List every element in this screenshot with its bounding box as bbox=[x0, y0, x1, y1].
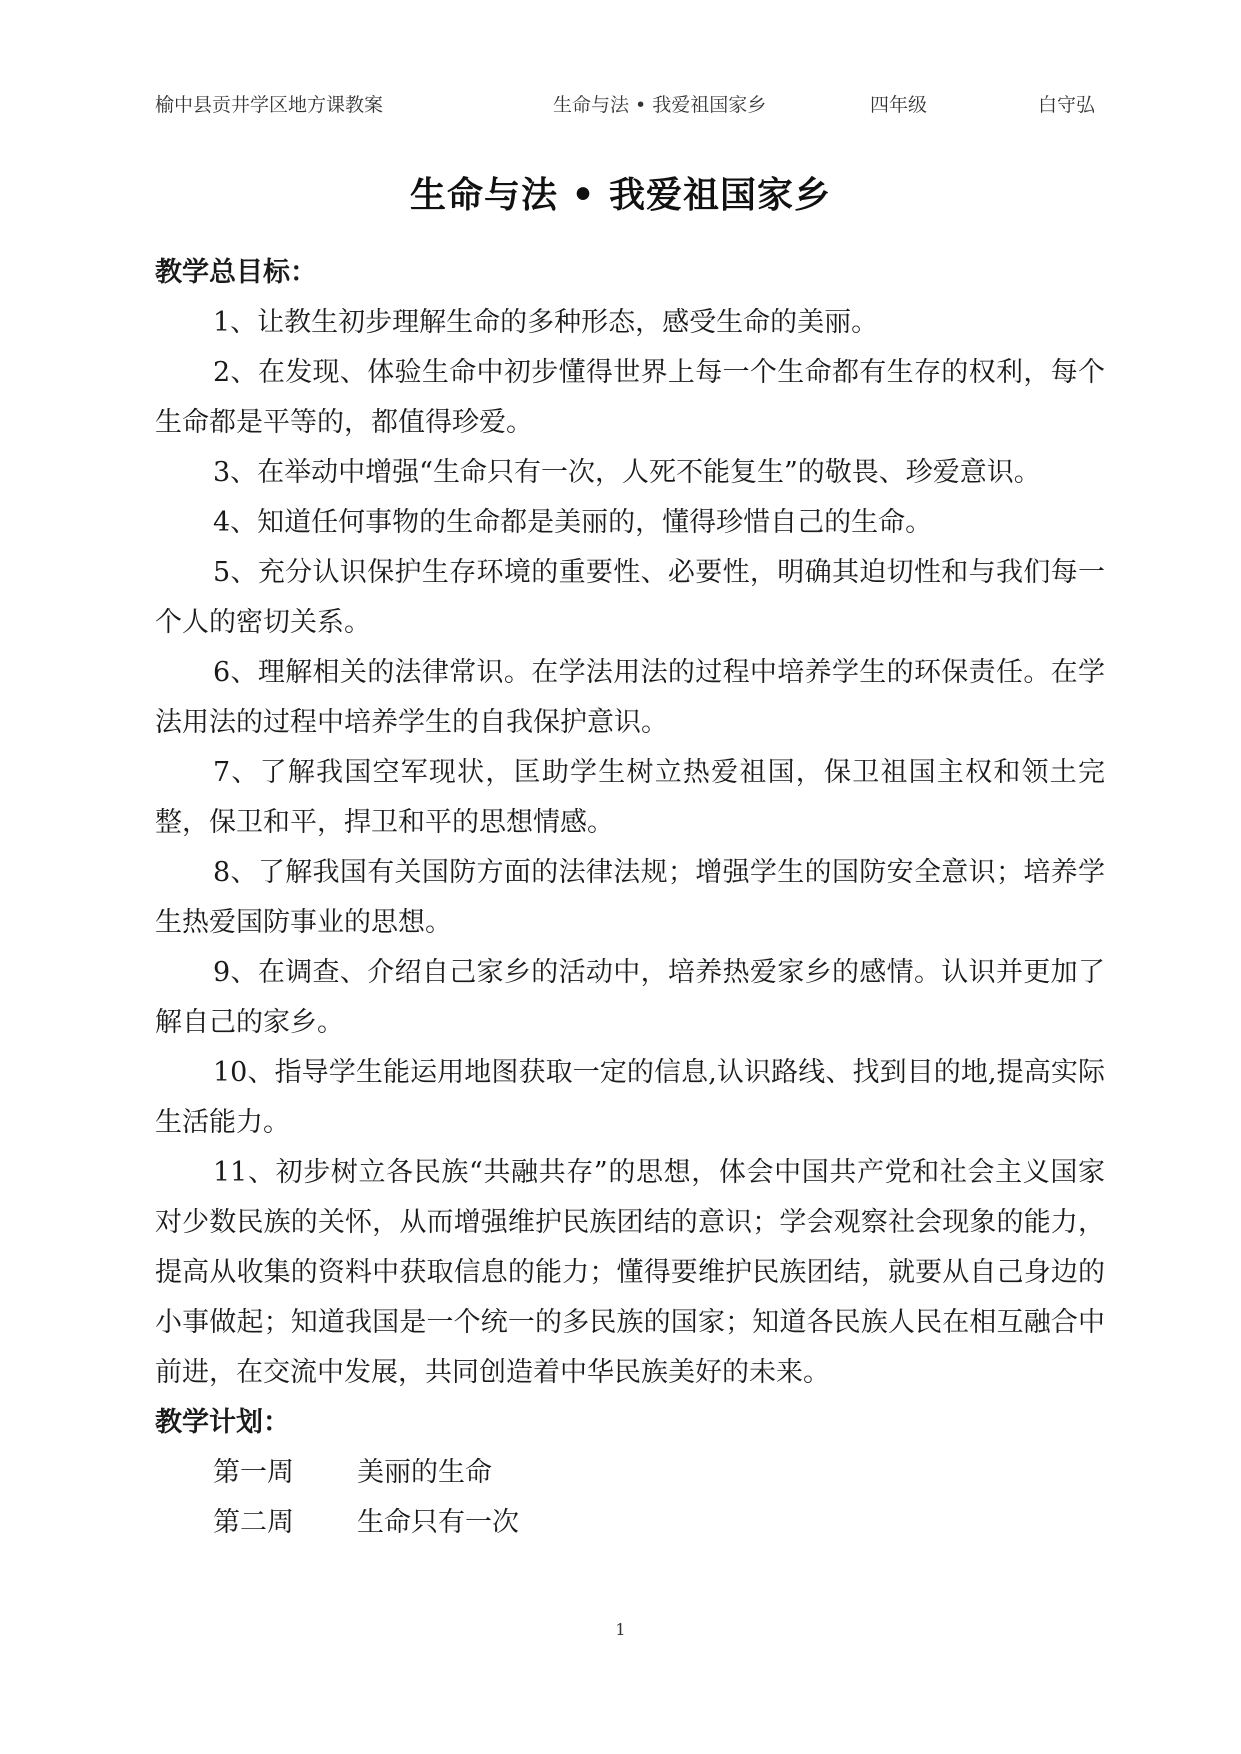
page-header bbox=[0, 90, 1241, 120]
goals-heading: 教学总目标： bbox=[155, 257, 317, 288]
goal-item-10: 10、指导学生能运用地图获取一定的信息,认识路线、找到目的地,提高实际生活能力。 bbox=[155, 1057, 1105, 1138]
page-number: 1 bbox=[615, 1620, 626, 1639]
goal-item-5: 5、充分认识保护生存环境的重要性、必要性，明确其迫切性和与我们每一个人的密切关系。 bbox=[155, 557, 1105, 638]
goal-item-7: 7、了解我国空军现状，匡助学生树立热爱祖国，保卫祖国主权和领土完整，保卫和平，捍卫和平的思想情感。 bbox=[155, 757, 1105, 838]
goal-item-9: 9、在调查、介绍自己家乡的活动中，培养热爱家乡的感情。认识并更加了解自己的家乡。 bbox=[155, 957, 1105, 1038]
document-body bbox=[155, 248, 1105, 1548]
header-author: 白守弘 bbox=[1038, 94, 1096, 116]
header-grade: 四年级 bbox=[870, 94, 928, 116]
plan-row bbox=[155, 1448, 1105, 1498]
plan-week: 第二周 bbox=[213, 1507, 294, 1538]
goal-item-8: 8、了解我国有关国防方面的法律法规；增强学生的国防安全意识；培养学生热爱国防事业的思想。 bbox=[155, 857, 1105, 938]
header-course: 生命与法 • 我爱祖国家乡 bbox=[553, 94, 767, 116]
goal-item-4: 4、知道任何事物的生命都是美丽的，懂得珍惜自己的生命。 bbox=[213, 507, 933, 538]
goal-item-3: 3、在举动中增强“生命只有一次，人死不能复生”的敬畏、珍爱意识。 bbox=[213, 457, 1041, 488]
goal-item-1: 1、让教生初步理解生命的多种形态，感受生命的美丽。 bbox=[213, 307, 879, 338]
plan-topic: 美丽的生命 bbox=[357, 1457, 492, 1488]
goal-item-11: 11、初步树立各民族“共融共存”的思想，体会中国共产党和社会主义国家对少数民族的关怀，从而增强维护民族团结的意识；学会观察社会现象的能力，提高从收集的资料中获取信息的能力；懂得要维护民族团结，就要从自己身边的小事做起；知道我国是一个统一的多民族的国家；知道各民族人民在相互融合中前进，在交流中发展，共同创造着中华民族美好的未来。 bbox=[155, 1157, 1105, 1388]
plan-week: 第一周 bbox=[213, 1457, 294, 1488]
plan-topic: 生命只有一次 bbox=[357, 1507, 519, 1538]
document-title: 生命与法 • 我爱祖国家乡 bbox=[409, 174, 832, 216]
goal-item-2: 2、在发现、体验生命中初步懂得世界上每一个生命都有生存的权利，每个生命都是平等的，都值得珍爱。 bbox=[155, 357, 1105, 438]
goal-item-6: 6、理解相关的法律常识。在学法用法的过程中培养学生的环保责任。在学法用法的过程中培养学生的自我保护意识。 bbox=[155, 657, 1105, 738]
plan-heading: 教学计划： bbox=[155, 1407, 290, 1438]
plan-row bbox=[155, 1498, 1105, 1548]
header-school: 榆中县贡井学区地方课教案 bbox=[155, 94, 384, 116]
